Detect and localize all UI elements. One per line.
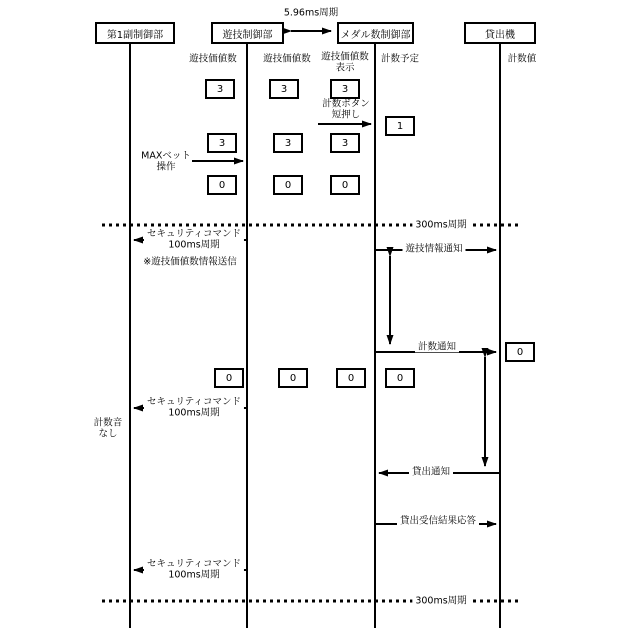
header-game-value-count-1: 遊技価値数 [189,53,237,65]
first-sub-control-unit-box: 第1副制御部 [95,22,175,44]
cycle-300ms-top-label: 300ms周期 [412,219,469,230]
value-box-r4c1: 0 [214,368,244,388]
count-notice-label: 計数通知 [415,341,459,352]
medal-count-control-unit-box: メダル数制御部 [337,22,414,44]
cycle-300ms-bottom-label: 300ms周期 [412,595,469,606]
value-box-r4c4: 0 [385,368,415,388]
lending-machine-box: 貸出機 [464,22,536,44]
header-game-value-count-2: 遊技価値数 [263,53,311,65]
value-box-r2c2: 3 [273,133,303,153]
value-box-r3c1: 0 [207,175,237,195]
cycle-596ms-label: 5.96ms周期 [283,7,339,19]
header-game-value-display: 遊技価値数 表示 [321,51,369,74]
max-bet-label: MAXベット 操作 [141,150,191,173]
value-info-send-note: ※遊技価値数情報送信 [143,256,237,268]
game-info-notice-label: 遊技情報通知 [402,243,465,254]
no-count-sound-label: 計数音 なし [93,417,123,440]
value-box-r4c2: 0 [278,368,308,388]
header-count-plan: 計数予定 [380,53,420,65]
security-command-2-label: セキュリティコマンド 100ms周期 [144,397,244,420]
game-control-unit-box: 遊技制御部 [211,22,284,44]
lend-notice-label: 貸出通知 [409,466,453,477]
value-box-r2c3: 3 [330,133,360,153]
value-box-r1c1: 3 [205,79,235,99]
value-box-r2c1: 3 [207,133,237,153]
value-box-r1c2: 3 [269,79,299,99]
value-box-r3c3: 0 [330,175,360,195]
value-box-count-plan: 1 [385,116,415,136]
security-command-3-label: セキュリティコマンド 100ms周期 [144,559,244,582]
header-count-value: 計数値 [507,53,537,65]
value-box-count-value: 0 [505,342,535,362]
security-command-1-label: セキュリティコマンド 100ms周期 [144,229,244,252]
lend-result-response-label: 貸出受信結果応答 [397,515,479,526]
value-box-r3c2: 0 [273,175,303,195]
value-box-r4c3: 0 [336,368,366,388]
count-button-press-label: 計数ボタン 短押し [322,98,370,121]
value-box-r1c3: 3 [330,79,360,99]
